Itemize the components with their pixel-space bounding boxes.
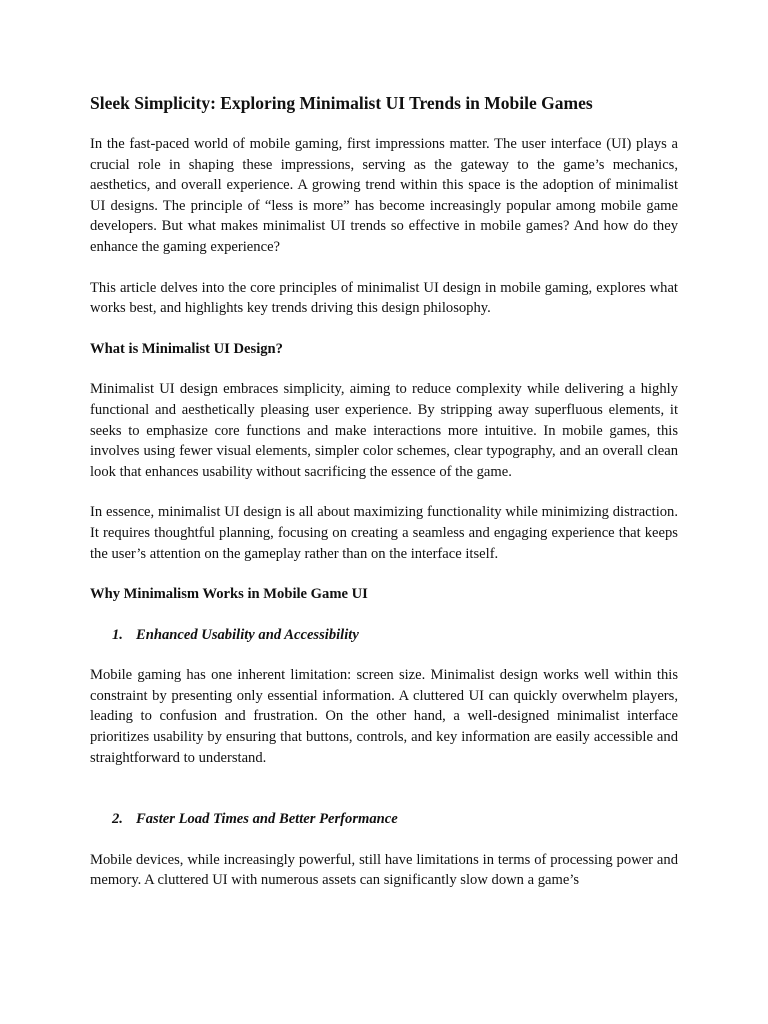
- document-page: [90, 92, 678, 911]
- intro-paragraph-2: This article delves into the core principles of minimalist UI design in mobile gaming, explores what works best, and highlights key trends driving this design philosophy.: [90, 279, 678, 317]
- list-item-paragraph-1: Mobile gaming has one inherent limitation: screen size. Minimalist design works well within this constraint by presenting only essential information. A cluttered UI can quickly overwhelm players, leading to confusion and frustration. On the other hand, a well-designed minimalist interface prioritizes usability by ensuring that buttons, controls, and key information are easily accessible and straightforward to understand.: [90, 667, 678, 766]
- section1-paragraph-1: Minimalist UI design embraces simplicity, aiming to reduce complexity while delivering a highly functional and aesthetically pleasing user experience. By stripping away superfluous elements, it seeks to emphasize core functions and make interactions more intuitive. In mobile games, this involves using fewer visual elements, simpler color schemes, clear typography, and an overall clean look that enhances usability without sacrificing the essence of the game.: [90, 381, 678, 480]
- section-heading-what-is: What is Minimalist UI Design?: [90, 340, 283, 357]
- list-item-title: Enhanced Usability and Accessibility: [136, 626, 359, 643]
- section-heading-why-minimalism: Why Minimalism Works in Mobile Game UI: [90, 586, 368, 603]
- intro-paragraph-1: In the fast-paced world of mobile gaming, first impressions matter. The user interface (UI) plays a crucial role in shaping these impressions, serving as the gateway to the game’s mechanics, aesthetics, and overall experience. A growing trend within this space is the adoption of minimalist UI designs. The principle of “less is more” has become increasingly popular among mobile game developers. But what makes minimalist UI trends so effective in mobile games? And how do they enhance the gaming experience?: [90, 136, 678, 255]
- list-item-heading-1: [90, 625, 678, 646]
- document-title: Sleek Simplicity: Exploring Minimalist UI Trends in Mobile Games: [90, 93, 593, 113]
- list-item-paragraph-2: Mobile devices, while increasingly powerful, still have limitations in terms of processing power and memory. A cluttered UI with numerous assets can significantly slow down a game’s: [90, 851, 678, 889]
- list-item-title: Faster Load Times and Better Performance: [136, 811, 398, 828]
- list-item-number: 1.: [112, 626, 123, 643]
- list-item-heading-2: [90, 809, 678, 830]
- list-item-number: 2.: [112, 811, 123, 828]
- section1-paragraph-2: In essence, minimalist UI design is all about maximizing functionality while minimizing distraction. It requires thoughtful planning, focusing on creating a seamless and engaging experience that keeps the user’s attention on the gameplay rather than on the interface itself.: [90, 504, 678, 562]
